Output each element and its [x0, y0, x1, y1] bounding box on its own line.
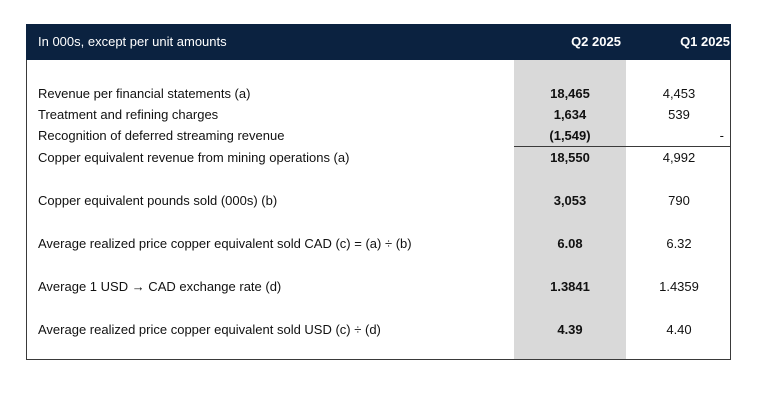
row-q2-value: 4.39: [557, 322, 583, 337]
row-q1-value: 1.4359: [659, 279, 699, 294]
table-row: [26, 86, 731, 104]
row-q1-value: 790: [668, 193, 690, 208]
header-label: In 000s, except per unit amounts: [38, 34, 227, 49]
row-label: Average 1 USD → CAD exchange rate (d): [38, 279, 282, 294]
row-q2-value: (1,549): [549, 128, 591, 143]
row-label: Copper equivalent pounds sold (000s) (b): [38, 193, 278, 208]
row-q1-value: 6.32: [666, 236, 692, 251]
header-q1: Q1 2025: [680, 34, 730, 49]
row-q2-value: 1,634: [553, 107, 587, 122]
table-row: [26, 279, 731, 297]
header-q2: Q2 2025: [571, 34, 621, 49]
row-label: Average realized price copper equivalent sold CAD (c) = (a) ÷ (b): [38, 236, 412, 251]
table-row: [26, 150, 731, 168]
row-label: Recognition of deferred streaming revenue: [38, 128, 285, 143]
row-q2-value: 18,550: [550, 150, 590, 165]
row-label: Average realized price copper equivalent sold USD (c) ÷ (d): [38, 322, 381, 337]
row-q1-value: 539: [668, 107, 690, 122]
table-header: [26, 24, 731, 60]
subtotal-divider: [514, 146, 730, 147]
row-q2-value: 6.08: [557, 236, 583, 251]
row-q1-value: 4,453: [662, 86, 696, 101]
table-row: [26, 236, 731, 254]
row-label: Copper equivalent revenue from mining operations (a): [38, 150, 350, 165]
row-q2-value: 18,465: [550, 86, 590, 101]
table-row: [26, 193, 731, 211]
row-q1-value: 4.40: [666, 322, 692, 337]
row-q1-value: 4,992: [662, 150, 696, 165]
table-row: [26, 322, 731, 340]
table-row: [26, 128, 731, 146]
row-q1-value: -: [719, 128, 724, 143]
row-label: Treatment and refining charges: [38, 107, 219, 122]
table-row: [26, 107, 731, 125]
row-label: Revenue per financial statements (a): [38, 86, 251, 101]
row-q2-value: 3,053: [553, 193, 587, 208]
row-q2-value: 1.3841: [550, 279, 590, 294]
